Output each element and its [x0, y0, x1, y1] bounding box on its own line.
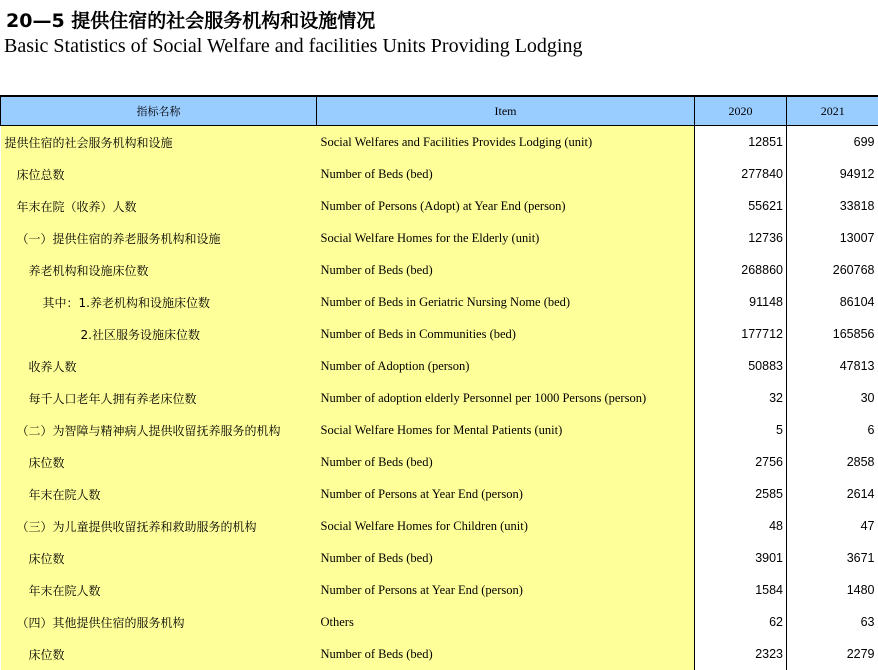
row-item: Others [317, 606, 695, 638]
row-value-2020: 2585 [695, 478, 787, 510]
row-name: 每千人口老年人拥有养老床位数 [1, 382, 317, 414]
page-title-chinese: 20—5 提供住宿的社会服务机构和设施情况 [6, 10, 376, 32]
row-value-2020: 12736 [695, 222, 787, 254]
row-name: 收养人数 [1, 350, 317, 382]
table-row [1, 510, 878, 542]
row-value-2020: 50883 [695, 350, 787, 382]
row-value-2020: 177712 [695, 318, 787, 350]
row-name: 其中：1.养老机构和设施床位数 [1, 286, 317, 318]
table-row [1, 190, 878, 222]
table-row [1, 350, 878, 382]
table-row [1, 126, 878, 159]
row-item: Number of Persons at Year End (person) [317, 574, 695, 606]
row-value-2020: 91148 [695, 286, 787, 318]
row-value-2020: 12851 [695, 126, 787, 159]
row-value-2020: 62 [695, 606, 787, 638]
row-value-2021: 165856 [787, 318, 878, 350]
row-value-2021: 30 [787, 382, 878, 414]
row-name: （三）为儿童提供收留抚养和救助服务的机构 [1, 510, 317, 542]
row-item: Number of Beds in Communities (bed) [317, 318, 695, 350]
row-value-2020: 1584 [695, 574, 787, 606]
table-row [1, 478, 878, 510]
table-row [1, 318, 878, 350]
table-row [1, 446, 878, 478]
row-item: Social Welfare Homes for Children (unit) [317, 510, 695, 542]
row-name: 床位数 [1, 542, 317, 574]
row-name: 年末在院人数 [1, 478, 317, 510]
table-row [1, 414, 878, 446]
header-indicator-name: 指标名称 [1, 96, 317, 126]
row-item: Social Welfare Homes for Mental Patients (unit) [317, 414, 695, 446]
row-name: 年末在院人数 [1, 574, 317, 606]
statistics-table [0, 95, 878, 670]
row-value-2021: 699 [787, 126, 878, 159]
table-body [1, 126, 878, 670]
header-item: Item [317, 96, 695, 126]
row-value-2020: 5 [695, 414, 787, 446]
header-year-2020: 2020 [695, 96, 787, 126]
row-value-2021: 33818 [787, 190, 878, 222]
table-row [1, 574, 878, 606]
row-value-2021: 94912 [787, 158, 878, 190]
row-name: 养老机构和设施床位数 [1, 254, 317, 286]
row-name: （一）提供住宿的养老服务机构和设施 [1, 222, 317, 254]
row-item: Social Welfares and Facilities Provides Lodging (unit) [317, 126, 695, 159]
row-value-2020: 2756 [695, 446, 787, 478]
header-year-2021: 2021 [787, 96, 878, 126]
row-value-2021: 1480 [787, 574, 878, 606]
row-name: 年末在院（收养）人数 [1, 190, 317, 222]
row-value-2021: 86104 [787, 286, 878, 318]
table-row [1, 158, 878, 190]
row-value-2021: 6 [787, 414, 878, 446]
row-value-2021: 13007 [787, 222, 878, 254]
row-item: Number of Persons (Adopt) at Year End (person) [317, 190, 695, 222]
row-item: Number of Beds in Geriatric Nursing Nome (bed) [317, 286, 695, 318]
table-row [1, 382, 878, 414]
row-value-2021: 2279 [787, 638, 878, 670]
row-item: Number of Persons at Year End (person) [317, 478, 695, 510]
table-row [1, 286, 878, 318]
row-item: Number of Adoption (person) [317, 350, 695, 382]
row-value-2020: 3901 [695, 542, 787, 574]
row-item: Number of Beds (bed) [317, 638, 695, 670]
row-name: （四）其他提供住宿的服务机构 [1, 606, 317, 638]
row-name: 提供住宿的社会服务机构和设施 [1, 126, 317, 159]
row-value-2021: 3671 [787, 542, 878, 574]
table-row [1, 542, 878, 574]
row-value-2020: 277840 [695, 158, 787, 190]
row-item: Social Welfare Homes for the Elderly (unit) [317, 222, 695, 254]
row-value-2020: 32 [695, 382, 787, 414]
table-row [1, 254, 878, 286]
row-value-2021: 2858 [787, 446, 878, 478]
row-value-2020: 55621 [695, 190, 787, 222]
row-name: 床位数 [1, 638, 317, 670]
page-title-english: Basic Statistics of Social Welfare and facilities Units Providing Lodging [4, 35, 583, 57]
row-item: Number of Beds (bed) [317, 446, 695, 478]
row-value-2021: 260768 [787, 254, 878, 286]
row-value-2021: 47813 [787, 350, 878, 382]
row-value-2021: 47 [787, 510, 878, 542]
row-name: 2.社区服务设施床位数 [1, 318, 317, 350]
row-item: Number of Beds (bed) [317, 158, 695, 190]
row-name: 床位总数 [1, 158, 317, 190]
row-item: Number of Beds (bed) [317, 254, 695, 286]
row-value-2020: 2323 [695, 638, 787, 670]
row-name: 床位数 [1, 446, 317, 478]
table-row [1, 222, 878, 254]
row-value-2020: 48 [695, 510, 787, 542]
row-name: （二）为智障与精神病人提供收留抚养服务的机构 [1, 414, 317, 446]
table-row [1, 638, 878, 670]
row-value-2021: 2614 [787, 478, 878, 510]
row-item: Number of adoption elderly Personnel per 1000 Persons (person) [317, 382, 695, 414]
row-value-2020: 268860 [695, 254, 787, 286]
row-value-2021: 63 [787, 606, 878, 638]
table-row [1, 606, 878, 638]
row-item: Number of Beds (bed) [317, 542, 695, 574]
header-row [1, 96, 878, 126]
table-header [1, 96, 878, 126]
